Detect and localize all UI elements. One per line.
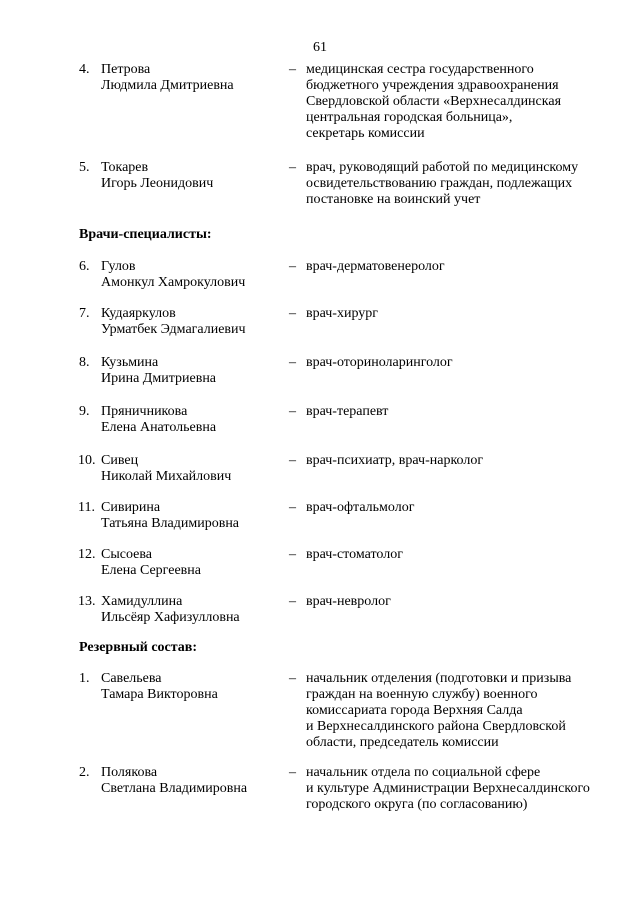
dash-separator: – xyxy=(289,671,296,686)
position-description xyxy=(306,671,626,751)
person-name xyxy=(101,453,281,485)
section-heading-reserve: Резервный состав: xyxy=(79,640,198,655)
given-names: Урматбек Эдмагалиевич xyxy=(101,322,246,337)
role-line: постановке на воинский учет xyxy=(306,192,481,207)
person-name xyxy=(101,765,281,797)
dash-separator: – xyxy=(289,500,296,515)
item-number: 11. xyxy=(78,500,95,515)
role-line: врач-дерматовенеролог xyxy=(306,259,445,274)
person-name xyxy=(101,160,281,192)
given-names: Елена Анатольевна xyxy=(101,420,217,435)
dash-separator: – xyxy=(289,594,296,609)
role-line: врач-невролог xyxy=(306,594,391,609)
surname: Сивирина xyxy=(101,500,161,515)
surname: Сивец xyxy=(101,453,139,468)
person-name xyxy=(101,404,281,436)
given-names: Татьяна Владимировна xyxy=(101,516,240,531)
surname: Гулов xyxy=(101,259,136,274)
person-name xyxy=(101,355,281,387)
role-line: врач-оториноларинголог xyxy=(306,355,453,370)
section-heading-specialists: Врачи-специалисты: xyxy=(79,227,212,242)
item-number: 1. xyxy=(79,671,90,686)
role-line: секретарь комиссии xyxy=(306,126,425,141)
dash-separator: – xyxy=(289,259,296,274)
position-description xyxy=(306,160,626,208)
given-names: Ирина Дмитриевна xyxy=(101,371,217,386)
dash-separator: – xyxy=(289,547,296,562)
role-line: центральная городская больница», xyxy=(306,110,513,125)
dash-separator: – xyxy=(289,62,296,77)
position-description xyxy=(306,259,626,275)
dash-separator: – xyxy=(289,404,296,419)
role-line: начальник отделения (подготовки и призыва xyxy=(306,671,572,686)
given-names: Елена Сергеевна xyxy=(101,563,201,578)
given-names: Игорь Леонидович xyxy=(101,176,214,191)
person-name xyxy=(101,547,281,579)
role-line: врач-терапевт xyxy=(306,404,389,419)
person-name xyxy=(101,671,281,703)
item-number: 2. xyxy=(79,765,90,780)
dash-separator: – xyxy=(289,306,296,321)
surname: Петрова xyxy=(101,62,151,77)
person-name xyxy=(101,594,281,626)
role-line: освидетельствованию граждан, подлежащих xyxy=(306,176,573,191)
position-description xyxy=(306,404,626,420)
dash-separator: – xyxy=(289,355,296,370)
role-line: врач-офтальмолог xyxy=(306,500,415,515)
given-names: Амонкул Хамрокулович xyxy=(101,275,246,290)
surname: Кудаяркулов xyxy=(101,306,176,321)
position-description xyxy=(306,594,626,610)
role-line: и культуре Администрации Верхнесалдинского xyxy=(306,781,590,796)
surname: Хамидуллина xyxy=(101,594,183,609)
item-number: 8. xyxy=(79,355,90,370)
item-number: 9. xyxy=(79,404,90,419)
person-name xyxy=(101,306,281,338)
role-line: врач-хирург xyxy=(306,306,379,321)
dash-separator: – xyxy=(289,765,296,780)
position-description xyxy=(306,500,626,516)
item-number: 5. xyxy=(79,160,90,175)
given-names: Ильсёяр Хафизулловна xyxy=(101,610,240,625)
surname: Савельева xyxy=(101,671,162,686)
role-line: и Верхнесалдинского района Свердловской xyxy=(306,719,566,734)
role-line: Свердловской области «Верхнесалдинская xyxy=(306,94,562,109)
position-description xyxy=(306,306,626,322)
given-names: Тамара Викторовна xyxy=(101,687,218,702)
given-names: Николай Михайлович xyxy=(101,469,232,484)
surname: Сысоева xyxy=(101,547,152,562)
person-name xyxy=(101,500,281,532)
item-number: 12. xyxy=(78,547,96,562)
item-number: 4. xyxy=(79,62,90,77)
page-number: 61 xyxy=(313,40,327,55)
surname: Полякова xyxy=(101,765,158,780)
role-line: комиссариата города Верхняя Салда xyxy=(306,703,523,718)
role-line: врач-психиатр, врач-нарколог xyxy=(306,453,484,468)
role-line: городского округа (по согласованию) xyxy=(306,797,528,812)
surname: Пряничникова xyxy=(101,404,188,419)
person-name xyxy=(101,62,281,94)
surname: Токарев xyxy=(101,160,149,175)
given-names: Людмила Дмитриевна xyxy=(101,78,234,93)
given-names: Светлана Владимировна xyxy=(101,781,248,796)
role-line: врач, руководящий работой по медицинскому xyxy=(306,160,579,175)
item-number: 13. xyxy=(78,594,96,609)
position-description xyxy=(306,453,626,469)
position-description xyxy=(306,62,626,142)
item-number: 6. xyxy=(79,259,90,274)
role-line: врач-стоматолог xyxy=(306,547,403,562)
surname: Кузьмина xyxy=(101,355,159,370)
role-line: бюджетного учреждения здравоохранения xyxy=(306,78,559,93)
item-number: 10. xyxy=(78,453,96,468)
position-description xyxy=(306,765,626,813)
item-number: 7. xyxy=(79,306,90,321)
role-line: начальник отдела по социальной сфере xyxy=(306,765,541,780)
position-description xyxy=(306,547,626,563)
position-description xyxy=(306,355,626,371)
dash-separator: – xyxy=(289,160,296,175)
role-line: области, председатель комиссии xyxy=(306,735,499,750)
dash-separator: – xyxy=(289,453,296,468)
role-line: медицинская сестра государственного xyxy=(306,62,534,77)
person-name xyxy=(101,259,281,291)
role-line: граждан на военную службу) военного xyxy=(306,687,538,702)
